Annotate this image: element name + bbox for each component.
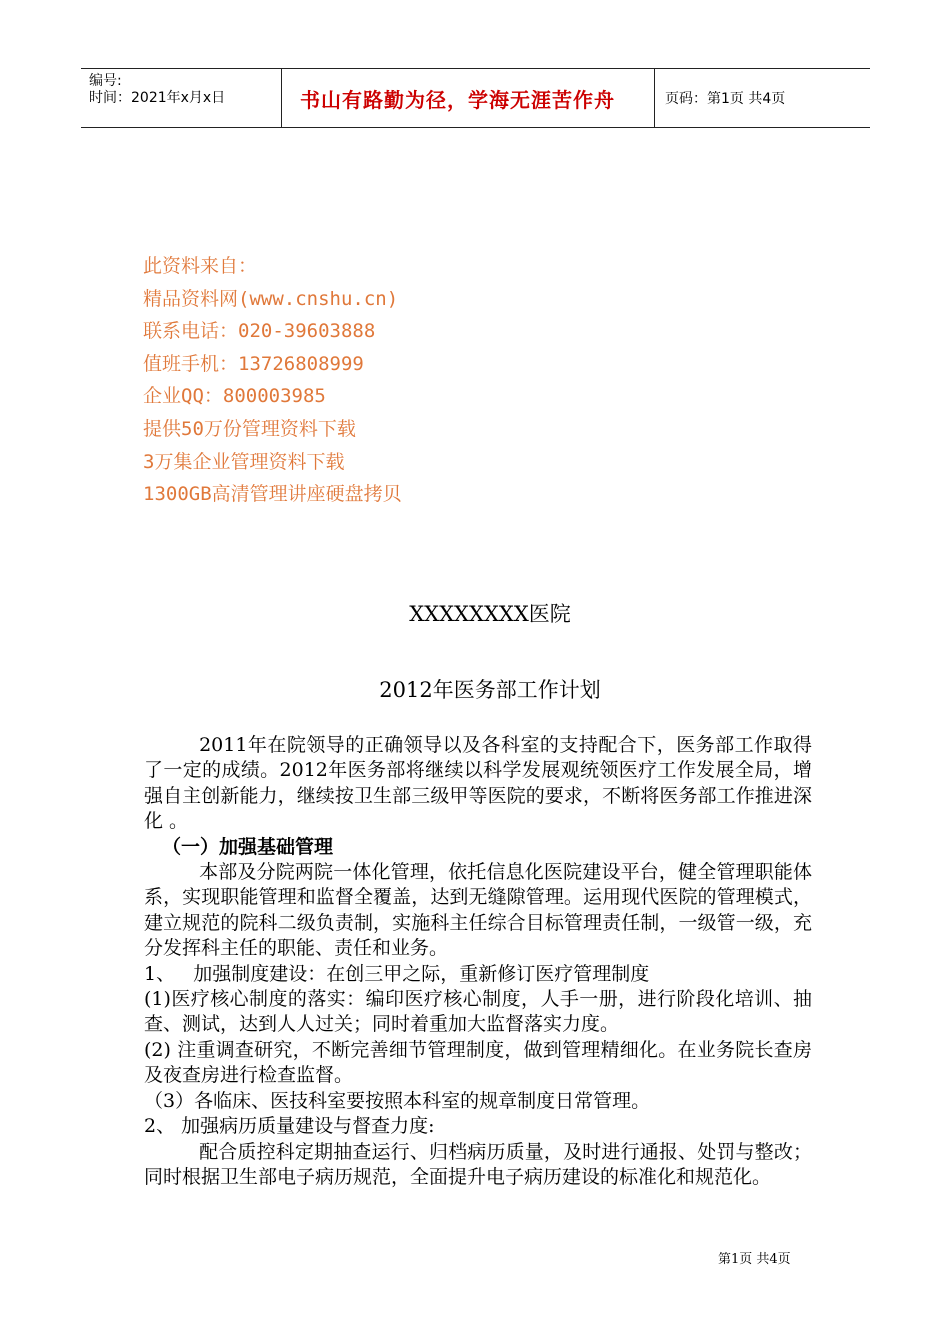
- number-label: 编号:: [89, 73, 122, 89]
- page-footer: 第1页 共4页: [718, 1252, 791, 1267]
- section-paragraph: 本部及分院两院一体化管理，依托信息化医院建设平台，健全管理职能体系，实现职能管理和监督全覆盖，达到无缝隙管理。运用现代医院的管理模式，建立规范的院科二级负责制，实施科主任综合目标管理责任制，一级管一级，充分发挥科主任的职能、责任和业务。: [144, 861, 812, 960]
- header-motto: 书山有路勤为径，学海无涯苦作舟: [282, 69, 655, 127]
- list-item: (1)医疗核心制度的落实：编印医疗核心制度，人手一册，进行阶段化培训、抽查、测试，达到人人过关；同时着重加大监督落实力度。: [144, 988, 812, 1036]
- document-body: [144, 733, 812, 1190]
- list-item: (2) 注重调查研究，不断完善细节管理制度，做到管理精细化。在业务院长查房及夜查房进行检查监督。: [144, 1038, 812, 1087]
- section-paragraph: 配合质控科定期抽查运行、归档病历质量，及时进行通报、处罚与整改；同时根据卫生部电子病历规范，全面提升电子病历建设的标准化和规范化。: [144, 1140, 812, 1188]
- header-page-number: 页码：第1页 共4页: [665, 91, 786, 107]
- intro-paragraph: 2011年在院领导的正确领导以及各科室的支持配合下，医务部工作取得了一定的成绩。2012年医务部将继续以科学发展观统领医疗工作发展全局，增强自主创新能力，继续按卫生部三级甲等医院的要求，不断将医务部工作推进深化 。: [144, 734, 812, 833]
- section-heading: （一）加强基础管理: [162, 835, 334, 858]
- source-info-block: [143, 250, 402, 511]
- source-line: 提供50万份管理资料下载: [143, 417, 356, 440]
- list-item: （3）各临床、医技科室要按照本科室的规章制度日常管理。: [144, 1089, 651, 1112]
- source-line: 此资料来自：: [143, 255, 258, 277]
- source-line: 联系电话：020-39603888: [143, 320, 376, 343]
- source-line: 1300GB高清管理讲座硬盘拷贝: [143, 483, 402, 506]
- header-meta: [81, 69, 282, 127]
- source-line: 3万集企业管理资料下载: [143, 450, 345, 473]
- list-item: 1、 加强制度建设：在创三甲之际，重新修订医疗管理制度: [144, 962, 650, 985]
- time-label: 时间：2021年x月x日: [89, 90, 226, 106]
- org-title: XXXXXXXX医院: [409, 602, 571, 626]
- source-line: 精品资料网(www.cnshu.cn): [143, 287, 399, 310]
- source-line: 企业QQ：800003985: [143, 385, 326, 408]
- source-line: 值班手机：13726808999: [143, 352, 364, 375]
- list-item: 2、 加强病历质量建设与督查力度:: [144, 1115, 435, 1138]
- page-header: [81, 68, 870, 128]
- plan-title: 2012年医务部工作计划: [379, 678, 601, 702]
